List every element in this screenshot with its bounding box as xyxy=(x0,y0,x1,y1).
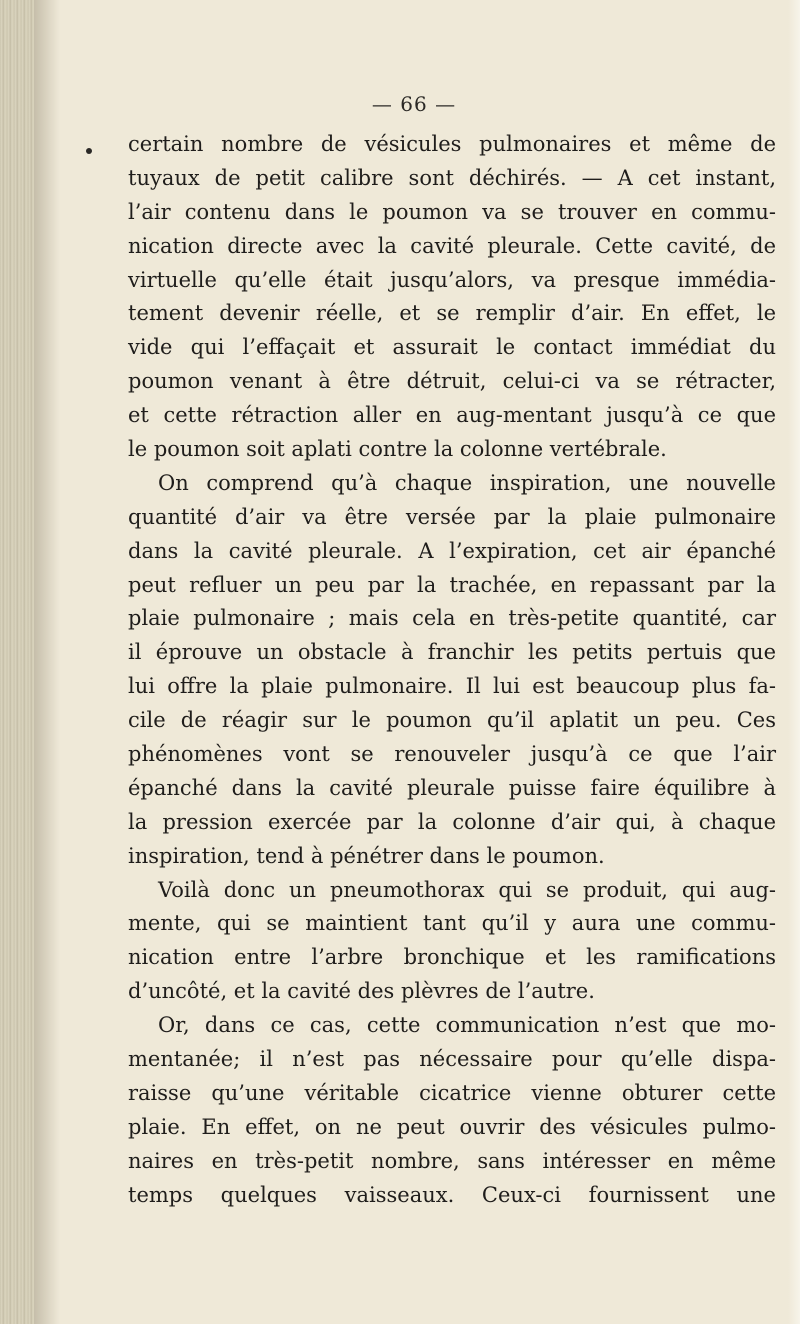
text-line: et cette rétraction aller en aug-mentant jusqu’à ce que xyxy=(128,403,776,428)
text-line: raisse qu’une véritable cicatrice vienne obturer cette xyxy=(128,1080,776,1105)
text-line: mente, qui se maintient tant qu’il y aura une commu- xyxy=(128,911,776,936)
text-line: plaie pulmonaire ; mais cela en très-petite quantité, car xyxy=(128,606,776,631)
text-line: cile de réagir sur le poumon qu’il aplatit un peu. Ces xyxy=(128,708,776,733)
text-line: tement devenir réelle, et se remplir d’air. En effet, le xyxy=(128,301,776,326)
text-line: tuyaux de petit calibre sont déchirés. — A cet instant, xyxy=(128,165,776,190)
text-line: virtuelle qu’elle était jusqu’alors, va presque immédia- xyxy=(128,267,776,292)
text-line: le poumon soit aplati contre la colonne vertébrale. xyxy=(128,437,667,462)
text-line: peut refluer un peu par la trachée, en repassant par la xyxy=(128,572,776,597)
text-line: poumon venant à être détruit, celui-ci va se rétracter, xyxy=(128,369,776,394)
text-line: dans la cavité pleurale. A l’expiration, cet air épanché xyxy=(128,538,776,563)
text-line: l’air contenu dans le poumon va se trouver en commu- xyxy=(128,199,776,224)
binding-shadow xyxy=(34,0,60,1324)
page-binding-edge xyxy=(0,0,34,1324)
body-text xyxy=(128,128,776,1213)
text-line: d’uncôté, et la cavité des plèvres de l’autre. xyxy=(128,979,595,1004)
text-line: nication directe avec la cavité pleurale. Cette cavité, de xyxy=(128,233,776,258)
page-right-edge xyxy=(788,0,800,1324)
text-line: inspiration, tend à pénétrer dans le poumon. xyxy=(128,843,605,868)
text-line: On comprend qu’à chaque inspiration, une nouvelle xyxy=(158,470,776,495)
text-line: certain nombre de vésicules pulmonaires et même de xyxy=(128,132,776,156)
text-line: Or, dans ce cas, cette communication n’est que mo- xyxy=(158,1013,776,1038)
text-line: phénomènes vont se renouveler jusqu’à ce que l’air xyxy=(128,742,776,767)
text-line: mentanée; il n’est pas nécessaire pour qu’elle dispa- xyxy=(128,1047,776,1072)
text-line: vide qui l’effaçait et assurait le contact immédiat du xyxy=(128,335,776,360)
text-line: épanché dans la cavité pleurale puisse faire équilibre à xyxy=(128,775,776,800)
margin-mark xyxy=(86,148,92,154)
page-number-text: — 66 — xyxy=(371,92,457,116)
text-line: quantité d’air va être versée par la plaie pulmonaire xyxy=(128,504,776,529)
text-line: nication entre l’arbre bronchique et les ramifications xyxy=(128,945,776,970)
text-line: temps quelques vaisseaux. Ceux-ci fournissent une xyxy=(128,1182,776,1207)
text-line: lui offre la plaie pulmonaire. Il lui est beaucoup plus fa- xyxy=(128,674,776,699)
page-number xyxy=(0,92,800,116)
text-line: naires en très-petit nombre, sans intéresser en même xyxy=(128,1148,776,1173)
text-line: plaie. En effet, on ne peut ouvrir des vésicules pulmo- xyxy=(128,1114,776,1139)
text-line: Voilà donc un pneumothorax qui se produit, qui aug- xyxy=(158,877,776,902)
text-line: il éprouve un obstacle à franchir les petits pertuis que xyxy=(128,640,776,665)
text-line: la pression exercée par la colonne d’air qui, à chaque xyxy=(128,809,776,834)
